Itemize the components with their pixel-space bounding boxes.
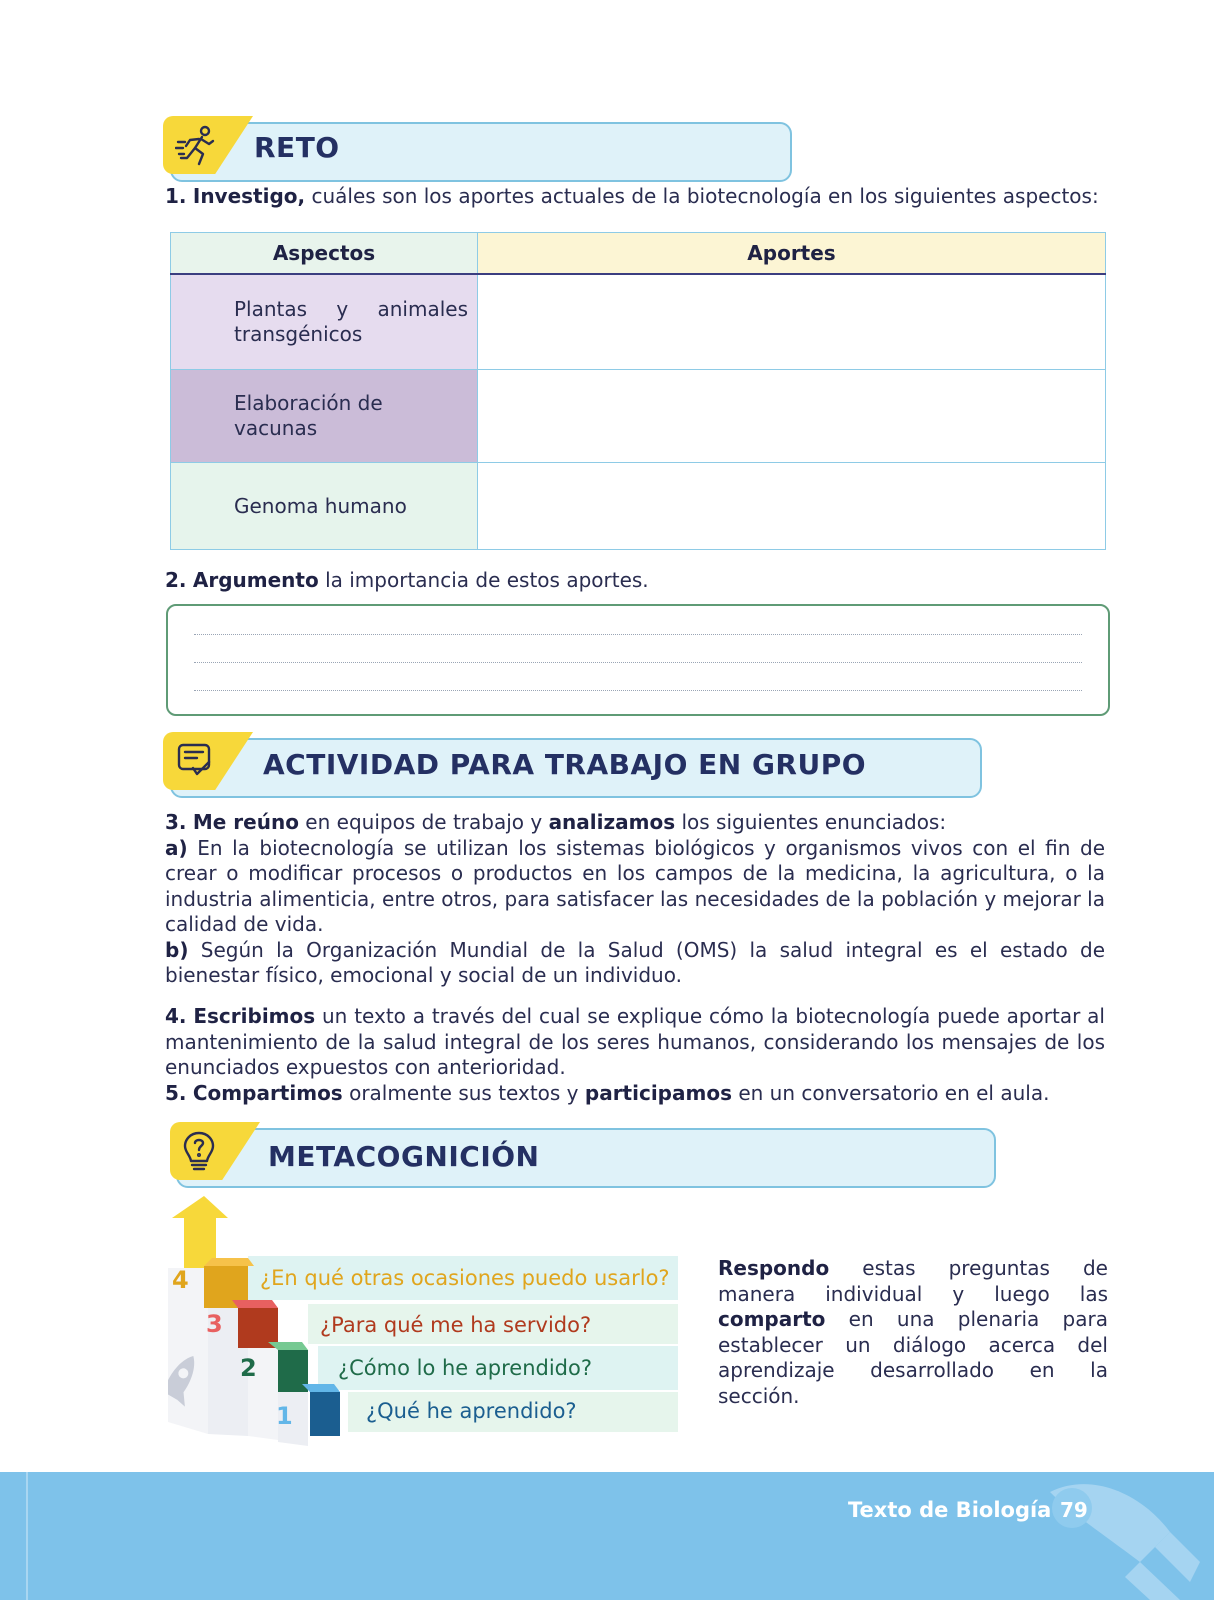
aspects-table [170, 232, 1106, 550]
step-number-1: 1 [276, 1402, 293, 1430]
header-aportes: Aportes [478, 233, 1106, 275]
aporte-cell[interactable] [478, 274, 1106, 370]
aspect-cell: Elaboración de vacunas [234, 391, 383, 440]
question-2: 2. Argumento la importancia de estos aportes. [165, 568, 649, 592]
page-footer [0, 1472, 1214, 1600]
runner-icon [175, 124, 219, 168]
question-1: 1. Investigo, cuáles son los aportes actuales de la biotecnología en los siguientes aspectos: [165, 184, 1099, 208]
table-header-row [171, 233, 1106, 275]
lightbulb-icon [182, 1130, 216, 1174]
aporte-cell[interactable] [478, 370, 1106, 463]
step-number-2: 2 [240, 1354, 257, 1382]
step-question-2: ¿Cómo lo he aprendido? [338, 1356, 592, 1380]
aspect-cell: Genoma humano [234, 493, 407, 518]
question-4: 4. Escribimos un texto a través del cual se explique cómo la biotecnología puede aportar al mantenimiento de la salud integral de los seres humanos, considerando los mensajes de los enunciados expuestos con anterioridad. 5. Compartimos oralmente sus textos y participamos en un conversatorio en el aula. [165, 1004, 1105, 1105]
aporte-cell[interactable] [478, 463, 1106, 550]
actividad-title: ACTIVIDAD PARA TRABAJO EN GRUPO [263, 748, 867, 781]
step-number-3: 3 [206, 1310, 223, 1338]
step-question-1: ¿Qué he aprendido? [366, 1399, 577, 1423]
dotted-line [194, 634, 1082, 635]
step-question-4: ¿En qué otras ocasiones puedo usarlo? [260, 1266, 670, 1290]
reto-title: RETO [254, 131, 340, 164]
checklist-icon [175, 740, 215, 780]
metacognicion-instructions: Respondo estas preguntas de manera individual y luego las comparto en una plenaria para establecer un diálogo acerca del aprendizaje desarrollado en la sección. [718, 1256, 1108, 1408]
rocket-watermark-icon [1030, 1472, 1214, 1600]
step-question-3: ¿Para qué me ha servido? [320, 1313, 592, 1337]
dotted-line [194, 662, 1082, 663]
page-number: 79 [1060, 1498, 1088, 1522]
table-row [171, 370, 1106, 463]
book-title: Texto de Biología [848, 1498, 1052, 1522]
step-number-4: 4 [172, 1266, 189, 1294]
metacognicion-title: METACOGNICIÓN [268, 1140, 540, 1173]
dotted-line [194, 690, 1082, 691]
aspect-cell: Plantas y animales transgénicos [234, 297, 468, 346]
table-row [171, 274, 1106, 370]
table-row [171, 463, 1106, 550]
footer-divider [26, 1472, 28, 1600]
answer-box[interactable] [166, 604, 1110, 716]
header-aspectos: Aspectos [171, 233, 478, 275]
question-3: 3. Me reúno en equipos de trabajo y analizamos los siguientes enunciados: a) En la biotecnología se utilizan los sistemas biológicos y organismos vivos con el fin de crear o modificar procesos o productos en los campos de la medicina, la agricultura, o la industria alimenticia, entre otros, para satisfacer las necesidades de la población y mejorar la calidad de vida. b) Según la Organización Mundial de la Salud (OMS) la salud integral es el estado de bienestar físico, emocional y social de un individuo. [165, 810, 1105, 987]
